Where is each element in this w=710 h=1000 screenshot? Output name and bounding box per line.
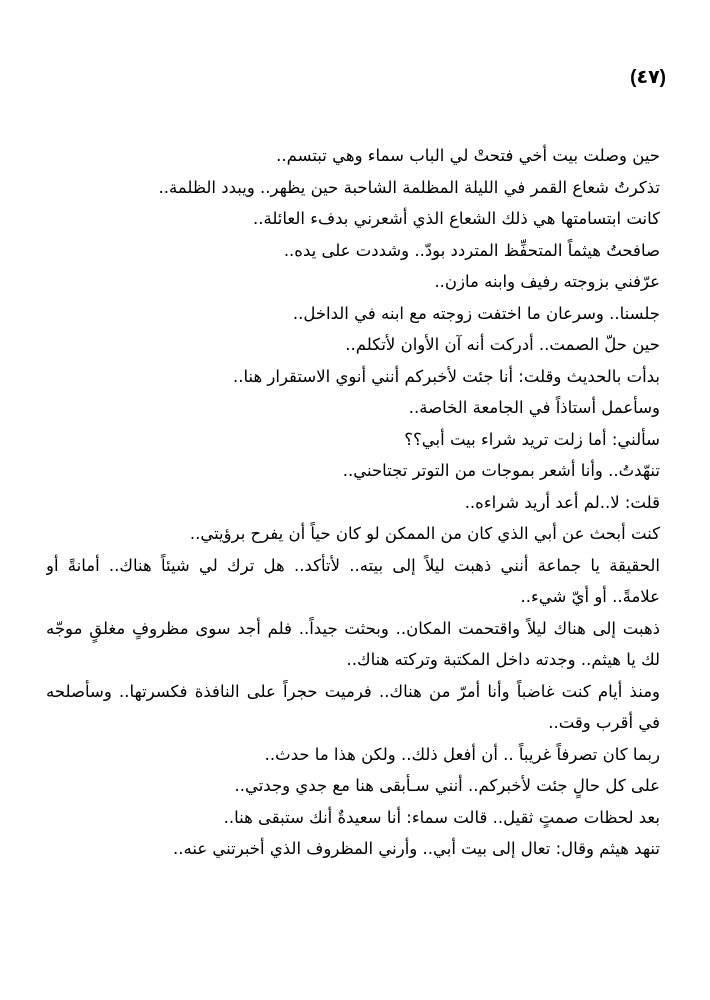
text-line: على كل حالٍ جئت لأخبركم.. أنني سـأبقى هنا مع جدي وجدتي.. [234,776,660,795]
text-line: حين وصلت بيت أخي فتحتْ لي الباب سماء وهي تبتسم.. [276,146,660,165]
text-line: الحقيقة يا جماعة أنني ذهبت ليلاً إلى بيته.. لأتأكد.. هل ترك لي شيئاً هناك.. أمانةً أو [46,555,660,575]
text-line: تنهد هيثم وقال: تعال إلى بيت أبي.. وأرني المظروف الذي أخبرتني عنه.. [173,839,660,858]
text-line: في أقرب وقت.. [548,713,660,732]
page-text [46,140,660,865]
text-line: سألني: أما زلت تريد شراء بيت أبي؟؟ [404,429,660,449]
text-line: لك يا هيثم.. وجدته داخل المكتبة وتركته هناك.. [346,650,660,669]
text-line: ذهبت إلى هناك ليلاً واقتحمت المكان.. وبحثت جيداً.. فلم أجد سوى مظروفٍ مغلقٍ موجّه [46,618,660,638]
text-line: حين حلّ الصمت.. أدركت أنه آن الأوان لأتكلم.. [345,335,660,354]
text-line: تذكرتُ شعاع القمر في الليلة المظلمة الشاحبة حين يظهر.. ويبدد الظلمة.. [158,177,660,197]
text-line: صافحتُ هيثماً المتحفِّظ المتردد بودّ.. وشددت على يده.. [283,240,660,260]
text-line: قلت: لا..لم أعد أريد شراءه.. [464,492,660,512]
text-line: بعد لحظات صمتٍ ثقيل.. قالت سماء: أنا سعيدةٌ أنك ستبقى هنا.. [223,807,660,827]
text-line: وسأعمل أستاذاً في الجامعة الخاصة.. [408,398,660,417]
text-line: بدأت بالحديث وقلت: أنا جئت لأخبركم أنني أنوي الاستقرار هنا.. [232,366,660,386]
text-line: عرّفني بزوجته رفيف وابنه مازن.. [434,272,660,291]
text-line: كانت ابتسامتها هي ذلك الشعاع الذي أشعرني بدفء العائلة.. [253,209,660,228]
text-line: ومنذ أيام كنت غاضباً وأنا أمرّ من هناك.. فرميت حجراً على النافذة فكسرتها.. وسأصلحه [46,681,660,701]
text-line: ربما كان تصرفاً غريباً .. أن أفعل ذلك.. ولكن هذا ما حدث.. [264,744,660,764]
text-line: تنهّدتُ.. وأنا أشعر بموجات من التوتر تجتاحني.. [342,461,660,480]
page-number: (٤٧) [630,67,666,88]
text-line: جلسنا.. وسرعان ما اختفت زوجته مع ابنه في الداخل.. [292,303,660,323]
text-line: كنت أبحث عن أبي الذي كان من الممكن لو كان حياً أن يفرح برؤيتي.. [189,524,660,543]
text-line: علامةً.. أو أيّ شيء.. [520,587,660,606]
